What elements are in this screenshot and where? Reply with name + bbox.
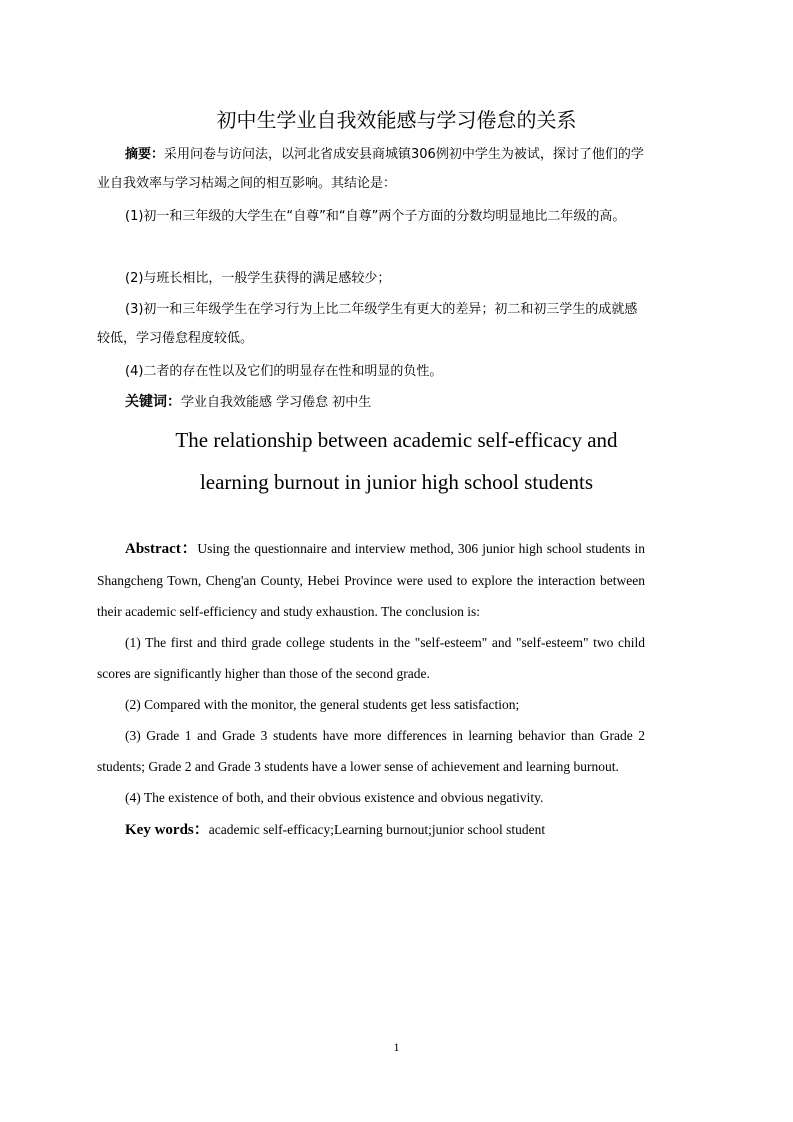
english-title-line-2: learning burnout in junior high school students <box>199 470 594 494</box>
english-point-2: (2) Compared with the monitor, the general students get less satisfaction; <box>125 697 520 712</box>
chinese-keywords-label: 关键词： <box>125 394 181 410</box>
english-title-line-1: The relationship between academic self-efficacy and <box>175 428 618 452</box>
chinese-abstract-text: 采用问卷与访问法，以河北省成安县商城镇306例初中学生为被试，探讨了他们的学业自我效率与学习枯竭之间的相互影响。其结论是： <box>97 147 644 191</box>
english-abstract <box>97 533 645 627</box>
english-abstract-label: Abstract： <box>125 541 198 557</box>
chinese-keywords-text: 学业自我效能感 学习倦怠 初中生 <box>181 395 372 410</box>
chinese-point-3: (3)初一和三年级学生在学习行为上比二年级学生有更大的差异；初二和初三学生的成就感较低，学习倦怠程度较低。 <box>97 302 638 346</box>
chinese-abstract-label: 摘要： <box>125 147 165 162</box>
english-point-4: (4) The existence of both, and their obvious existence and obvious negativity. <box>125 790 544 805</box>
english-point-1: (1) The first and third grade college students in the "self-esteem" and "self-esteem" two child scores are significantly higher than those of the second grade. <box>97 635 645 681</box>
chinese-point-2: (2)与班长相比，一般学生获得的满足感较少； <box>125 271 391 286</box>
chinese-point-4: (4)二者的存在性以及它们的明显存在性和明显的负性。 <box>125 364 443 379</box>
english-keywords-label: Key words： <box>125 822 209 838</box>
english-keywords <box>97 814 645 846</box>
chinese-title: 初中生学业自我效能感与学习倦怠的关系 <box>216 108 577 132</box>
chinese-point-1: (1)初一和三年级的大学生在“自尊”和“自尊”两个子方面的分数均明显地比二年级的高。 <box>125 209 626 224</box>
english-point-3: (3) Grade 1 and Grade 3 students have more differences in learning behavior than Grade 2 students; Grade 2 and Grade 3 students have a lower sense of achievement and learning burnout. <box>97 728 645 774</box>
page-number: 1 <box>393 1040 400 1054</box>
english-keywords-text: academic self-efficacy;Learning burnout;junior school student <box>208 822 546 837</box>
chinese-abstract <box>97 140 645 198</box>
english-abstract-text: Using the questionnaire and interview method, 306 junior high school students in Shangcheng Town, Cheng'an County, Hebei Province were used to explore the interaction between their academic self-efficiency and study exhaustion. The conclusion is: <box>97 541 646 619</box>
chinese-keywords <box>97 388 645 417</box>
